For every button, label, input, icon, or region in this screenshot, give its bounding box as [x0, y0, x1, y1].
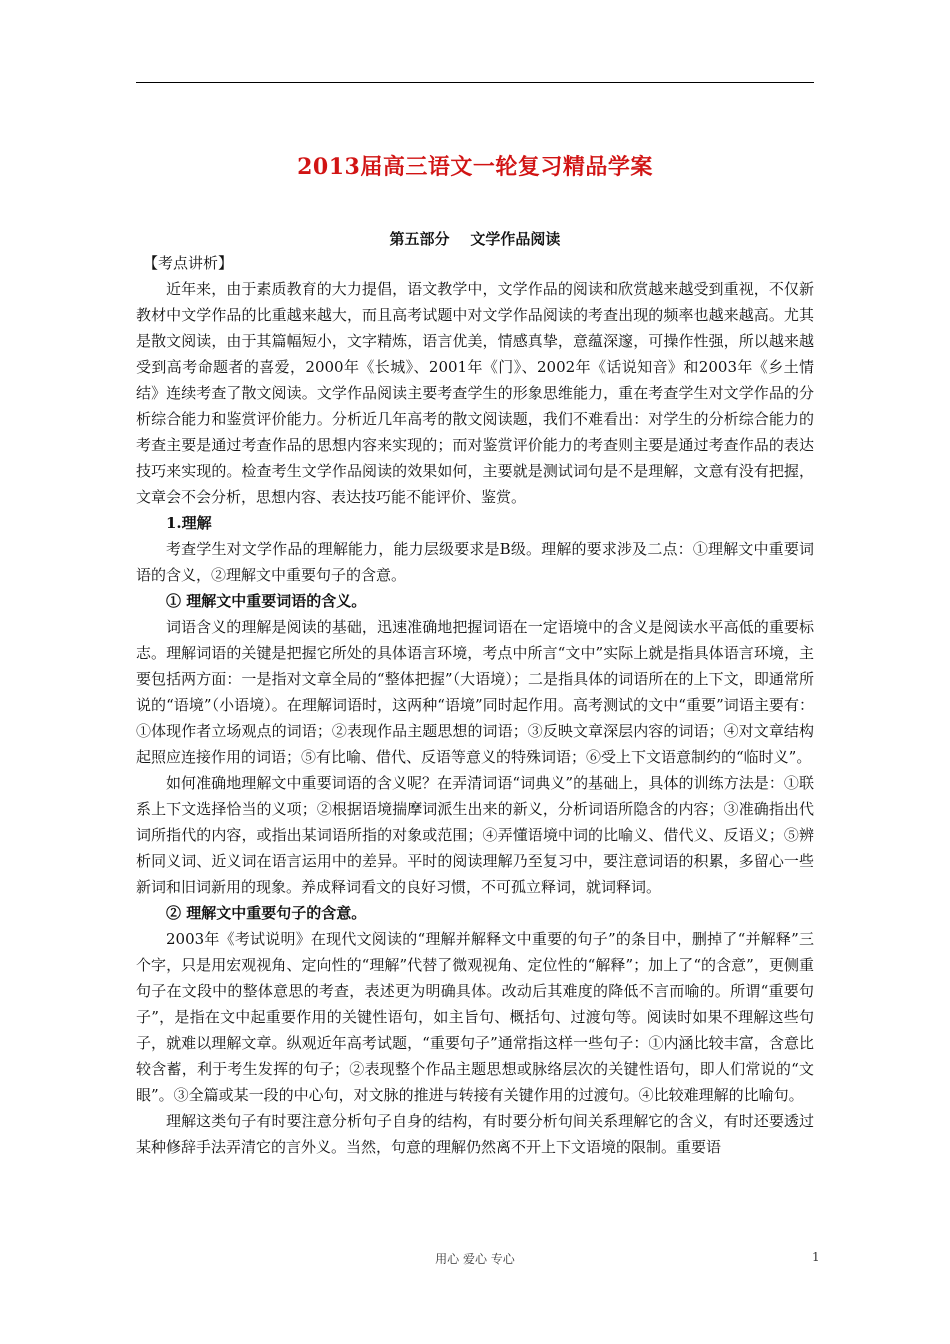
- document-title: 2013届高三语文一轮复习精品学案: [297, 154, 653, 180]
- document-body: [136, 250, 814, 1160]
- footer-motto: 用心 爱心 专心: [435, 1252, 515, 1266]
- subheading-sentences: ② 理解文中重要句子的含意。: [166, 904, 367, 922]
- heading-tag: 【考点讲析】: [143, 254, 234, 272]
- paragraph-1: 考查学生对文学作品的理解能力，能力层级要求是B级。理解的要求涉及二点：①理解文中重要词语的含义，②理解文中重要句子的含意。: [136, 540, 814, 584]
- intro-paragraph: 近年来，由于素质教育的大力提倡，语文教学中，文学作品的阅读和欣赏越来越受到重视，不仅新教材中文学作品的比重越来越大，而且高考试题中对文学作品阅读的考查出现的频率也越来越高。尤其是散文阅读，由于其篇幅短小，文字精炼，语言优美，情感真挚，意蕴深邃，可操作性强，所以越来越受到高考命题者的喜爱，2000年《长城》、2001年《门》、2002年《话说知音》和2003年《乡土情结》连续考查了散文阅读。文学作品阅读主要考查学生的形象思维能力，重在考查学生对文学作品的分析综合能力和鉴赏评价能力。分析近几年高考的散文阅读题，我们不难看出：对学生的分析综合能力的考查主要是通过考查作品的思想内容来实现的；而对鉴赏评价能力的考查则主要是通过考查作品的表达技巧来实现的。检查考生文学作品阅读的效果如何，主要就是测试词句是不是理解，文意有没有把握，文章会不会分析，思想内容、表达技巧能不能评价、鉴赏。: [136, 280, 814, 506]
- section-title: 第五部分 文学作品阅读: [389, 230, 561, 248]
- paragraph-2: 词语含义的理解是阅读的基础，迅速准确地把握词语在一定语境中的含义是阅读水平高低的重要标志。理解词语的关键是把握它所处的具体语言环境，考点中所言“文中”实际上就是指具体语言环境，主要包括两方面：一是指对文章全局的“整体把握”（大语境）；二是指具体的词语所在的上下文，即通常所说的“语境”（小语境）。在理解词语时，这两种“语境”同时起作用。高考测试的文中“重要”词语主要有：①体现作者立场观点的词语；②表现作品主题思想的词语；③反映文章深层内容的词语；④对文章结构起照应连接作用的词语；⑤有比喻、借代、反语等意义的特殊词语；⑥受上下文语意制约的“临时义”。: [136, 618, 814, 766]
- paragraph-3: 如何准确地理解文中重要词语的含义呢？在弄清词语“词典义”的基础上，具体的训练方法是：①联系上下文选择恰当的义项；②根据语境揣摩词派生出来的新义，分析词语所隐含的内容；③准确指出代词所指代的内容，或指出某词语所指的对象或范围；④弄懂语境中词的比喻义、借代义、反语义；⑤辨析同义词、近义词在语言运用中的差异。平时的阅读理解乃至复习中，要注意词语的积累，多留心一些新词和旧词新用的现象。养成释词看文的良好习惯，不可孤立释词，就词释词。: [136, 774, 814, 896]
- subheading-words: ① 理解文中重要词语的含义。: [166, 592, 367, 610]
- heading-understanding: 1.理解: [166, 514, 212, 532]
- paragraph-4: 2003年《考试说明》在现代文阅读的“理解并解释文中重要的句子”的条目中，删掉了“并解释”三个字，只是用宏观视角、定向性的“理解”代替了微观视角、定位性的“解释”；加上了“的含意”，更侧重句子在文段中的整体意思的考查，表述更为明确具体。改动后其难度的降低不言而喻的。所谓“重要句子”，是指在文中起重要作用的关键性语句，如主旨句、概括句、过渡句等。阅读时如果不理解这些句子，就难以理解文章。纵观近年高考试题，“重要句子”通常指这样一些句子：①内涵比较丰富，含意比较含蓄，利于考生发挥的句子；②表现整个作品主题思想或脉络层次的关键性语句，即人们常说的“文眼”。③全篇或某一段的中心句，对文脉的推进与转接有关键作用的过渡句。④比较难理解的比喻句。: [136, 930, 814, 1104]
- page-number: 1: [812, 1250, 820, 1264]
- header-rule: [136, 82, 814, 83]
- paragraph-5: 理解这类句子有时要注意分析句子自身的结构，有时要分析句间关系理解它的含义，有时还要透过某种修辞手法弄清它的言外义。当然，句意的理解仍然离不开上下文语境的限制。重要语: [136, 1112, 814, 1156]
